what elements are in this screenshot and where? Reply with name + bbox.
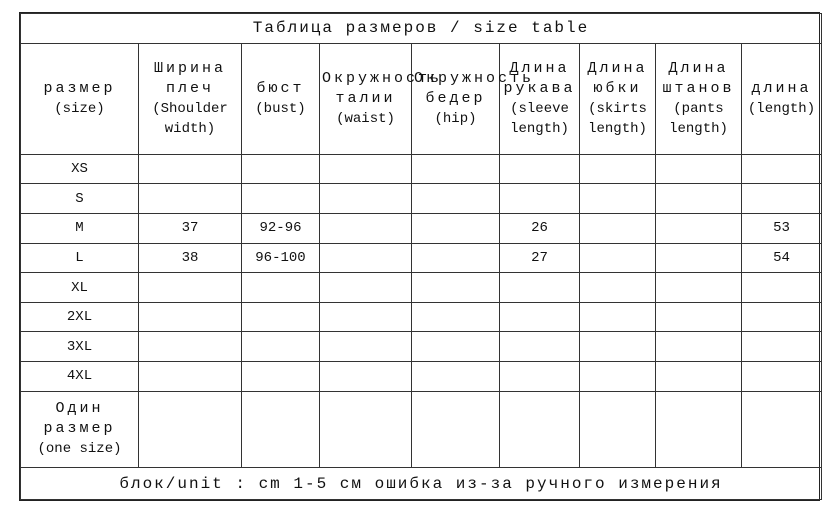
table-cell: [242, 273, 320, 303]
table-row: [21, 332, 822, 362]
table-cell: [500, 302, 580, 332]
column-header-6: [580, 43, 656, 154]
size-label: XS: [21, 154, 139, 184]
table-cell: [320, 273, 412, 303]
table-cell: [320, 391, 412, 468]
size-label: M: [21, 214, 139, 244]
column-header-ru: бюст: [256, 79, 305, 97]
one-size-label: [21, 391, 139, 468]
table-cell: [656, 154, 742, 184]
table-cell: [500, 184, 580, 214]
column-header-ru: Длина юбки: [587, 59, 648, 97]
table-cell: [580, 302, 656, 332]
table-cell: [742, 362, 822, 392]
table-cell: [139, 273, 242, 303]
table-cell: [139, 302, 242, 332]
table-cell: [412, 302, 500, 332]
table-cell: [500, 332, 580, 362]
table-cell: [742, 302, 822, 332]
table-cell: [320, 184, 412, 214]
table-row: [21, 362, 822, 392]
table-cell: [500, 154, 580, 184]
one-size-en: (one size): [37, 441, 122, 458]
column-header-0: [21, 43, 139, 154]
table-cell: [656, 243, 742, 273]
table-cell: [320, 154, 412, 184]
column-header-4: [412, 43, 535, 154]
table-cell: [412, 362, 500, 392]
table-cell: [656, 332, 742, 362]
table-cell: [580, 391, 656, 468]
table-cell: [656, 362, 742, 392]
table-cell: [656, 302, 742, 332]
table-row: [21, 273, 822, 303]
column-header-2: [242, 43, 320, 154]
table-cell: [412, 243, 500, 273]
table-cell: [242, 184, 320, 214]
table-cell: [412, 184, 500, 214]
column-header-en: (length): [747, 100, 816, 117]
size-label: S: [21, 184, 139, 214]
column-header-en: (sleeve length): [510, 100, 569, 137]
column-header-en: (waist): [336, 110, 395, 127]
column-header-en: (hip): [434, 110, 477, 127]
table-cell: [500, 391, 580, 468]
column-header-8: [742, 43, 822, 154]
table-cell: [656, 391, 742, 468]
size-table-frame: [19, 12, 820, 501]
table-cell: [242, 362, 320, 392]
column-header-5: [500, 43, 580, 154]
table-cell: [139, 332, 242, 362]
table-cell: [742, 184, 822, 214]
table-cell: [580, 362, 656, 392]
table-cell: 53: [742, 214, 822, 244]
column-header-1: [139, 43, 242, 154]
table-cell: 54: [742, 243, 822, 273]
table-cell: [580, 243, 656, 273]
one-size-row: [21, 391, 822, 468]
table-cell: [242, 332, 320, 362]
table-cell: 26: [500, 214, 580, 244]
table-cell: [500, 273, 580, 303]
column-header-en: (Shoulder width): [152, 100, 228, 137]
column-header-ru: Ширина плеч: [153, 59, 226, 97]
table-cell: [580, 332, 656, 362]
column-header-ru: длина: [751, 79, 812, 97]
table-cell: [580, 273, 656, 303]
size-label: L: [21, 243, 139, 273]
table-row: [21, 184, 822, 214]
table-cell: [580, 214, 656, 244]
table-cell: [412, 154, 500, 184]
table-row: [21, 243, 822, 273]
table-cell: [412, 391, 500, 468]
table-cell: [139, 154, 242, 184]
size-label: 3XL: [21, 332, 139, 362]
table-cell: [320, 302, 412, 332]
table-cell: [656, 273, 742, 303]
table-cell: 92-96: [242, 214, 320, 244]
table-cell: [742, 391, 822, 468]
table-cell: [139, 391, 242, 468]
column-header-ru: Длина рукава: [503, 59, 576, 97]
table-cell: [320, 214, 412, 244]
one-size-ru: Один размер: [43, 400, 116, 438]
column-header-3: [320, 43, 443, 154]
table-cell: [742, 273, 822, 303]
table-row: [21, 214, 822, 244]
table-cell: 37: [139, 214, 242, 244]
table-cell: 27: [500, 243, 580, 273]
header-row: [21, 43, 822, 154]
table-cell: [500, 362, 580, 392]
table-cell: [320, 332, 412, 362]
table-footer-note: блок/unit : cm 1-5 см ошибка из-за ручного измерения: [21, 468, 822, 500]
table-cell: [580, 184, 656, 214]
column-header-en: (size): [54, 100, 105, 117]
column-header-ru: размер: [43, 79, 116, 97]
column-header-7: [656, 43, 742, 154]
column-header-ru: Окружность талии: [322, 69, 443, 107]
table-cell: [412, 332, 500, 362]
table-cell: [242, 154, 320, 184]
table-cell: 96-100: [242, 243, 320, 273]
table-title: Таблица размеров / size table: [21, 14, 822, 44]
table-cell: [242, 391, 320, 468]
table-cell: [412, 214, 500, 244]
table-cell: [742, 154, 822, 184]
table-row: [21, 154, 822, 184]
table-cell: [320, 362, 412, 392]
size-label: XL: [21, 273, 139, 303]
size-label: 4XL: [21, 362, 139, 392]
table-cell: [320, 243, 412, 273]
table-cell: [656, 214, 742, 244]
table-cell: [656, 184, 742, 214]
column-header-ru: Длина штанов: [662, 59, 735, 97]
column-header-en: (pants length): [669, 100, 728, 137]
size-table: [20, 13, 822, 500]
size-label: 2XL: [21, 302, 139, 332]
table-cell: [139, 184, 242, 214]
table-cell: [242, 302, 320, 332]
column-header-en: (bust): [255, 100, 306, 117]
table-cell: [412, 273, 500, 303]
table-cell: [742, 332, 822, 362]
table-cell: [580, 154, 656, 184]
column-header-ru: Окружность бедер: [414, 69, 535, 107]
table-cell: [139, 362, 242, 392]
table-cell: 38: [139, 243, 242, 273]
column-header-en: (skirts length): [588, 100, 647, 137]
table-row: [21, 302, 822, 332]
